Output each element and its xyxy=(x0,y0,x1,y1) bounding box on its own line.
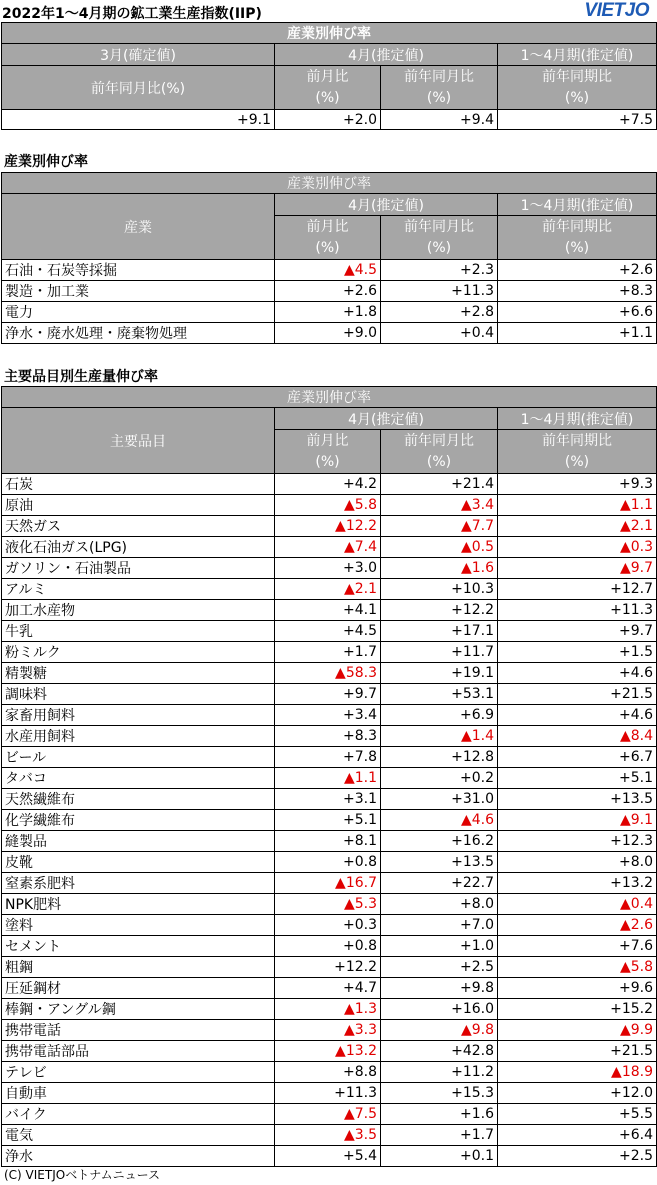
table-row xyxy=(2,663,657,684)
value-mom: +4.7 xyxy=(275,978,381,999)
sub-yoy-march: 前年同月比(%) xyxy=(2,66,275,110)
table-row xyxy=(2,579,657,600)
value-ytd: +2.5 xyxy=(498,1146,657,1167)
table-row xyxy=(2,260,657,281)
table-row xyxy=(2,600,657,621)
value-yoy: +12.2 xyxy=(381,600,498,621)
row-label: 加工水産物 xyxy=(2,600,275,621)
industry-banner: 産業別伸び率 xyxy=(2,173,657,194)
industry-col-label: 産業 xyxy=(2,194,275,260)
value-yoy: ▲7.7 xyxy=(381,516,498,537)
value-yoy: +0.1 xyxy=(381,1146,498,1167)
sub-yoy: 前年同月比 (%) xyxy=(381,66,498,110)
table-row xyxy=(2,621,657,642)
value-mom: +9.0 xyxy=(275,323,381,344)
value-mom: +1.8 xyxy=(275,302,381,323)
products-sub-yoy: 前年同月比 (%) xyxy=(381,430,498,474)
value-mom: ▲2.1 xyxy=(275,579,381,600)
value-ytd: +8.0 xyxy=(498,852,657,873)
value-ytd: +4.6 xyxy=(498,705,657,726)
value-yoy: +0.2 xyxy=(381,768,498,789)
table-row xyxy=(2,642,657,663)
value-yoy: +1.6 xyxy=(381,1104,498,1125)
value-yoy: +21.4 xyxy=(381,474,498,495)
value-mom: +8.1 xyxy=(275,831,381,852)
value-yoy: +2.5 xyxy=(381,957,498,978)
value-mom: +3.1 xyxy=(275,789,381,810)
value-yoy: +42.8 xyxy=(381,1041,498,1062)
row-label: ビール xyxy=(2,747,275,768)
table-row xyxy=(2,281,657,302)
value-ytd: ▲5.8 xyxy=(498,957,657,978)
table-row xyxy=(2,726,657,747)
table-row xyxy=(2,915,657,936)
row-label: タバコ xyxy=(2,768,275,789)
value-ytd: +12.7 xyxy=(498,579,657,600)
value-yoy: +12.8 xyxy=(381,747,498,768)
value-mom: ▲3.5 xyxy=(275,1125,381,1146)
page-title: 2022年1～4月期の鉱工業生産指数(IIP) xyxy=(2,6,262,22)
value-yoy: +2.8 xyxy=(381,302,498,323)
table-row xyxy=(2,1083,657,1104)
value-yoy: +9.8 xyxy=(381,978,498,999)
value-mom: ▲1.1 xyxy=(275,768,381,789)
value-mom: +0.8 xyxy=(275,852,381,873)
industry-table xyxy=(1,172,657,344)
value-ytd: +1.1 xyxy=(498,323,657,344)
value-mom: ▲13.2 xyxy=(275,1041,381,1062)
row-label: 電力 xyxy=(2,302,275,323)
value-mom: +9.7 xyxy=(275,684,381,705)
table-row xyxy=(2,558,657,579)
row-label: 自動車 xyxy=(2,1083,275,1104)
table-row xyxy=(2,936,657,957)
table-row xyxy=(2,302,657,323)
row-label: 天然ガス xyxy=(2,516,275,537)
value-yoy: +7.0 xyxy=(381,915,498,936)
value-mom: ▲5.8 xyxy=(275,495,381,516)
value-mom: +11.3 xyxy=(275,1083,381,1104)
value-ytd: ▲2.1 xyxy=(498,516,657,537)
value-ytd: +12.0 xyxy=(498,1083,657,1104)
value-yoy: ▲0.5 xyxy=(381,537,498,558)
copyright-footer: (C) VIETJOベトナムニュース xyxy=(4,1168,161,1182)
summary-value-ytd: +7.5 xyxy=(498,110,657,130)
table-row xyxy=(2,1020,657,1041)
value-mom: ▲7.5 xyxy=(275,1104,381,1125)
row-label: NPK肥料 xyxy=(2,894,275,915)
value-mom: +8.3 xyxy=(275,726,381,747)
table-row xyxy=(2,852,657,873)
products-sub-ytd: 前年同期比 (%) xyxy=(498,430,657,474)
table-row xyxy=(2,1146,657,1167)
value-yoy: +2.3 xyxy=(381,260,498,281)
table-row xyxy=(2,789,657,810)
row-label: 粗鋼 xyxy=(2,957,275,978)
table-row xyxy=(2,684,657,705)
value-yoy: +1.7 xyxy=(381,1125,498,1146)
value-yoy: +17.1 xyxy=(381,621,498,642)
products-col-april: 4月(推定値) xyxy=(275,408,498,430)
row-label: 電気 xyxy=(2,1125,275,1146)
row-label: 水産用飼料 xyxy=(2,726,275,747)
table-row xyxy=(2,810,657,831)
value-yoy: ▲9.8 xyxy=(381,1020,498,1041)
value-ytd: +9.6 xyxy=(498,978,657,999)
value-yoy: +0.4 xyxy=(381,323,498,344)
value-ytd: +6.6 xyxy=(498,302,657,323)
table-row xyxy=(2,747,657,768)
value-ytd: ▲9.9 xyxy=(498,1020,657,1041)
value-ytd: +21.5 xyxy=(498,684,657,705)
table-row xyxy=(2,768,657,789)
row-label: 塗料 xyxy=(2,915,275,936)
value-ytd: +9.3 xyxy=(498,474,657,495)
products-banner: 産業別伸び率 xyxy=(2,387,657,408)
products-section-title: 主要品目別生産量伸び率 xyxy=(4,369,158,385)
value-ytd: +13.2 xyxy=(498,873,657,894)
industry-section-title: 産業別伸び率 xyxy=(4,154,88,170)
table-row xyxy=(2,705,657,726)
value-mom: ▲5.3 xyxy=(275,894,381,915)
value-yoy: +16.0 xyxy=(381,999,498,1020)
row-label: 天然繊維布 xyxy=(2,789,275,810)
table-row xyxy=(2,873,657,894)
value-yoy: +15.3 xyxy=(381,1083,498,1104)
row-label: 液化石油ガス(LPG) xyxy=(2,537,275,558)
value-ytd: ▲1.1 xyxy=(498,495,657,516)
value-mom: +3.4 xyxy=(275,705,381,726)
value-mom: ▲1.3 xyxy=(275,999,381,1020)
row-label: 製造・加工業 xyxy=(2,281,275,302)
value-ytd: +6.7 xyxy=(498,747,657,768)
table-row xyxy=(2,474,657,495)
table-row xyxy=(2,831,657,852)
table-row xyxy=(2,1041,657,1062)
summary-value-mom: +2.0 xyxy=(275,110,381,130)
products-table xyxy=(1,386,657,1167)
value-ytd: ▲0.3 xyxy=(498,537,657,558)
value-yoy: +22.7 xyxy=(381,873,498,894)
table-row xyxy=(2,999,657,1020)
row-label: 縫製品 xyxy=(2,831,275,852)
row-label: 石炭 xyxy=(2,474,275,495)
table-row xyxy=(2,323,657,344)
value-ytd: +6.4 xyxy=(498,1125,657,1146)
row-label: 窒素系肥料 xyxy=(2,873,275,894)
value-ytd: ▲18.9 xyxy=(498,1062,657,1083)
table-row xyxy=(2,495,657,516)
value-mom: +4.2 xyxy=(275,474,381,495)
row-label: ガソリン・石油製品 xyxy=(2,558,275,579)
table-row xyxy=(2,516,657,537)
value-mom: +4.1 xyxy=(275,600,381,621)
row-label: 石油・石炭等採掘 xyxy=(2,260,275,281)
row-label: 携帯電話部品 xyxy=(2,1041,275,1062)
table-row xyxy=(2,1125,657,1146)
row-label: 家畜用飼料 xyxy=(2,705,275,726)
value-ytd: +5.5 xyxy=(498,1104,657,1125)
value-ytd: +11.3 xyxy=(498,600,657,621)
sub-ytd: 前年同期比 (%) xyxy=(498,66,657,110)
value-ytd: +13.5 xyxy=(498,789,657,810)
value-mom: +12.2 xyxy=(275,957,381,978)
value-mom: +7.8 xyxy=(275,747,381,768)
value-yoy: ▲1.4 xyxy=(381,726,498,747)
value-ytd: +1.5 xyxy=(498,642,657,663)
value-yoy: +10.3 xyxy=(381,579,498,600)
value-yoy: ▲4.6 xyxy=(381,810,498,831)
sub-mom: 前月比 (%) xyxy=(275,66,381,110)
row-label: 粉ミルク xyxy=(2,642,275,663)
row-label: 浄水・廃水処理・廃棄物処理 xyxy=(2,323,275,344)
table-row xyxy=(2,978,657,999)
value-ytd: ▲0.4 xyxy=(498,894,657,915)
industry-col-ytd: 1～4月期(推定値) xyxy=(498,194,657,216)
summary-table xyxy=(1,22,657,130)
value-yoy: +8.0 xyxy=(381,894,498,915)
table-row xyxy=(2,1104,657,1125)
value-ytd: ▲8.4 xyxy=(498,726,657,747)
value-yoy: +11.2 xyxy=(381,1062,498,1083)
industry-sub-yoy: 前年同月比 (%) xyxy=(381,216,498,260)
row-label: 圧延鋼材 xyxy=(2,978,275,999)
row-label: テレビ xyxy=(2,1062,275,1083)
value-ytd: ▲9.1 xyxy=(498,810,657,831)
row-label: 牛乳 xyxy=(2,621,275,642)
summary-banner: 産業別伸び率 xyxy=(2,23,657,44)
value-yoy: +6.9 xyxy=(381,705,498,726)
value-mom: ▲12.2 xyxy=(275,516,381,537)
value-ytd: +8.3 xyxy=(498,281,657,302)
value-mom: ▲58.3 xyxy=(275,663,381,684)
table-row xyxy=(2,1062,657,1083)
table-row xyxy=(2,957,657,978)
products-col-ytd: 1～4月期(推定値) xyxy=(498,408,657,430)
row-label: 棒鋼・アングル鋼 xyxy=(2,999,275,1020)
products-sub-mom: 前月比 (%) xyxy=(275,430,381,474)
value-mom: +2.6 xyxy=(275,281,381,302)
value-yoy: +1.0 xyxy=(381,936,498,957)
row-label: 携帯電話 xyxy=(2,1020,275,1041)
summary-value-march: +9.1 xyxy=(2,110,275,130)
value-ytd: +9.7 xyxy=(498,621,657,642)
value-mom: +0.3 xyxy=(275,915,381,936)
row-label: 浄水 xyxy=(2,1146,275,1167)
value-yoy: +31.0 xyxy=(381,789,498,810)
industry-sub-ytd: 前年同期比 (%) xyxy=(498,216,657,260)
value-mom: +4.5 xyxy=(275,621,381,642)
summary-value-yoy: +9.4 xyxy=(381,110,498,130)
row-label: バイク xyxy=(2,1104,275,1125)
col-april: 4月(推定値) xyxy=(275,44,498,66)
value-mom: ▲3.3 xyxy=(275,1020,381,1041)
value-ytd: +12.3 xyxy=(498,831,657,852)
row-label: 精製糖 xyxy=(2,663,275,684)
value-yoy: +11.3 xyxy=(381,281,498,302)
value-mom: ▲4.5 xyxy=(275,260,381,281)
value-ytd: ▲9.7 xyxy=(498,558,657,579)
value-mom: +5.4 xyxy=(275,1146,381,1167)
value-mom: +8.8 xyxy=(275,1062,381,1083)
vietjo-logo: VIETJO xyxy=(584,0,649,21)
value-mom: ▲7.4 xyxy=(275,537,381,558)
value-yoy: +19.1 xyxy=(381,663,498,684)
value-ytd: ▲2.6 xyxy=(498,915,657,936)
row-label: 原油 xyxy=(2,495,275,516)
value-yoy: +11.7 xyxy=(381,642,498,663)
value-yoy: ▲1.6 xyxy=(381,558,498,579)
value-yoy: +13.5 xyxy=(381,852,498,873)
value-ytd: +4.6 xyxy=(498,663,657,684)
value-mom: ▲16.7 xyxy=(275,873,381,894)
value-ytd: +5.1 xyxy=(498,768,657,789)
table-row xyxy=(2,894,657,915)
row-label: アルミ xyxy=(2,579,275,600)
col-ytd: 1～4月期(推定値) xyxy=(498,44,657,66)
products-col-label: 主要品目 xyxy=(2,408,275,474)
row-label: 皮靴 xyxy=(2,852,275,873)
industry-col-april: 4月(推定値) xyxy=(275,194,498,216)
value-yoy: ▲3.4 xyxy=(381,495,498,516)
value-ytd: +2.6 xyxy=(498,260,657,281)
value-mom: +5.1 xyxy=(275,810,381,831)
value-mom: +1.7 xyxy=(275,642,381,663)
value-yoy: +16.2 xyxy=(381,831,498,852)
row-label: セメント xyxy=(2,936,275,957)
value-ytd: +15.2 xyxy=(498,999,657,1020)
col-march: 3月(確定値) xyxy=(2,44,275,66)
value-yoy: +53.1 xyxy=(381,684,498,705)
value-mom: +3.0 xyxy=(275,558,381,579)
value-ytd: +7.6 xyxy=(498,936,657,957)
row-label: 調味料 xyxy=(2,684,275,705)
value-ytd: +21.5 xyxy=(498,1041,657,1062)
value-mom: +0.8 xyxy=(275,936,381,957)
row-label: 化学繊維布 xyxy=(2,810,275,831)
table-row xyxy=(2,537,657,558)
industry-sub-mom: 前月比 (%) xyxy=(275,216,381,260)
